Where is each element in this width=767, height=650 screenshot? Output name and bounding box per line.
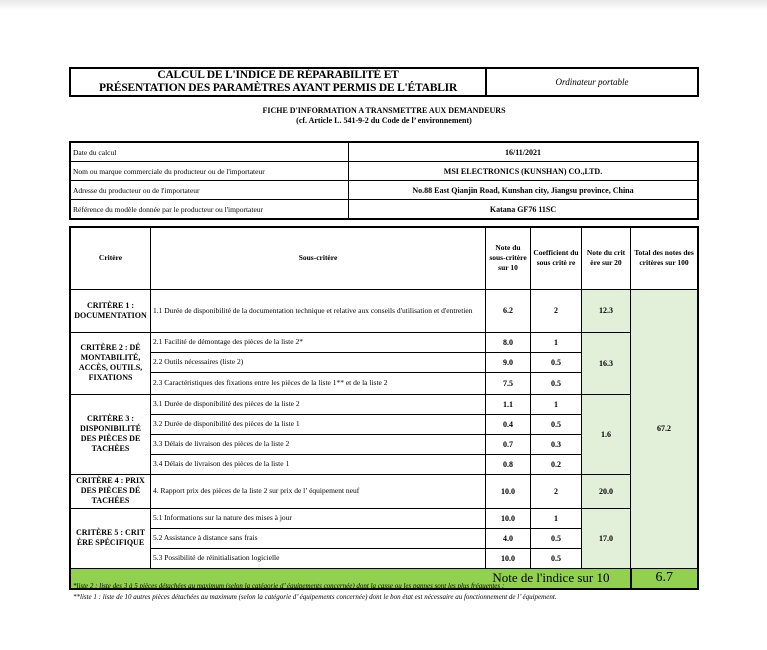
header-box: [69, 67, 699, 97]
info-row: [70, 142, 698, 162]
table-row: [70, 332, 698, 352]
sub-note: 10.0: [486, 548, 531, 568]
sub-note: 4.0: [486, 528, 531, 548]
sub-note: 7.5: [486, 372, 531, 394]
info-value: Katana GF76 11SC: [349, 200, 699, 220]
product-type: Ordinateur portable: [486, 68, 698, 96]
sub-note: 10.0: [486, 508, 531, 528]
sub-note: 8.0: [486, 332, 531, 352]
fiche-line-2: (cf. Article L. 541-9-2 du Code de l’ environnement): [296, 116, 472, 125]
sub-criterion: 3.3 Délais de livraison des pièces de la liste 2: [151, 434, 486, 454]
final-score-label: Note de l'indice sur 10: [70, 568, 631, 589]
info-value: 16/11/2021: [349, 142, 699, 162]
sub-note: 9.0: [486, 352, 531, 372]
info-row: [70, 162, 698, 181]
criterion-name: CRITÈRE 3 : DISPONIBILITÉ DES PIÈCES DE TACHÈES: [70, 394, 151, 474]
info-label: Nom ou marque commerciale du producteur ou de l'importateur: [70, 162, 349, 181]
sub-note: 0.4: [486, 414, 531, 434]
criterion-score: 17.0: [582, 508, 631, 568]
sub-coef: 0.2: [531, 454, 582, 474]
total-score: 67.2: [631, 289, 699, 568]
sub-note: 0.7: [486, 434, 531, 454]
sub-criterion: 4. Rapport prix des pièces de la liste 2 sur prix de l’ équipement neuf: [151, 474, 486, 508]
sub-criterion: 3.4 Délais de livraison des pièces de la liste 1: [151, 454, 486, 474]
score-table: [69, 226, 699, 590]
criterion-name: CRITÈRE 4 : PRIX DES PIÈCES DÉ TACHÉES: [70, 474, 151, 508]
fiche-line-1: FICHE D'INFORMATION A TRANSMETTRE AUX DEMANDEURS: [262, 106, 506, 115]
document-title: [70, 68, 486, 96]
sub-coef: 0.5: [531, 414, 582, 434]
sub-criterion: 5.1 Informations sur la nature des mises à jour: [151, 508, 486, 528]
sub-note: 1.1: [486, 394, 531, 414]
sub-coef: 0.3: [531, 434, 582, 454]
sub-coef: 2: [531, 289, 582, 332]
sub-coef: 2: [531, 474, 582, 508]
info-row: [70, 200, 698, 220]
fiche-heading: [69, 106, 699, 126]
info-label: Référence du modèle donnée par le producteur ou l'importateur: [70, 200, 349, 220]
col-header-total: Total des notes des critères sur 100: [631, 227, 699, 289]
sub-coef: 0.5: [531, 372, 582, 394]
sub-note: 0.8: [486, 454, 531, 474]
sub-coef: 1: [531, 394, 582, 414]
info-value: No.88 East Qianjin Road, Kunshan city, Jiangsu province, China: [349, 181, 699, 200]
sub-coef: 1: [531, 508, 582, 528]
sub-coef: 0.5: [531, 352, 582, 372]
col-header-coef: Coefficient du sous critè re: [531, 227, 582, 289]
info-table: [69, 141, 699, 220]
sub-coef: 0.5: [531, 548, 582, 568]
col-header-sous-critere: Sous-critère: [151, 227, 486, 289]
col-header-critere: Critère: [70, 227, 151, 289]
footnote: **liste 1 : liste de 10 autres pièces détachées au maximum (selon la catégorie d’ équipements concernée) dont le bon état est nécessaire au fonctionnement de l’ équipement.: [73, 593, 557, 601]
criterion-name: CRITÈRE 2 : DÉ MONTABILITÉ, ACCÈS, OUTILS, FIXATIONS: [70, 332, 151, 394]
sub-criterion: 5.3 Possibilité de réinitialisation logicielle: [151, 548, 486, 568]
criterion-score: 20.0: [582, 474, 631, 508]
final-score-value: 6.7: [631, 568, 699, 589]
sub-criterion: 2.1 Facilité de démontage des pièces de la liste 2*: [151, 332, 486, 352]
sub-criterion: 3.2 Durée de disponibilité des pièces de la liste 1: [151, 414, 486, 434]
info-value: MSI ELECTRONICS (KUNSHAN) CO.,LTD.: [349, 162, 699, 181]
title-line-1: CALCUL DE L'INDICE DE RÉPARABILITÉ ET: [157, 69, 399, 81]
footnote: *liste 2 : liste des 3 à 5 pièces détachées au maximum (selon la catégorie d’ équipements concernée) dont la casse ou les pannes sont les plus fréquentes ;: [73, 582, 505, 590]
table-row: [70, 289, 698, 332]
criterion-score: 12.3: [582, 289, 631, 332]
title-line-2: PRÉSENTATION DES PARAMÈTRES AYANT PERMIS DE L'ÉTABLIR: [98, 82, 458, 94]
sub-criterion: 1.1 Durée de disponibilité de la documentation technique et relative aux conseils d'utilisation et d'entretien: [151, 289, 486, 332]
sub-criterion: 2.2 Outils nécessaires (liste 2): [151, 352, 486, 372]
footnotes: [73, 581, 723, 603]
sub-coef: 1: [531, 332, 582, 352]
table-row: [70, 508, 698, 528]
sub-criterion: 5.2 Assistance à distance sans frais: [151, 528, 486, 548]
info-row: [70, 181, 698, 200]
info-label: Date du calcul: [70, 142, 349, 162]
criterion-name: CRITÈRE 5 : CRIT ÈRE SPÉCIFIQUE: [70, 508, 151, 568]
sub-criterion: 3.1 Durée de disponibilité des pièces de la liste 2: [151, 394, 486, 414]
sub-coef: 0.5: [531, 528, 582, 548]
col-header-note10: Note du sous-critère sur 10: [486, 227, 531, 289]
sub-criterion: 2.3 Caractéristiques des fixations entre les pièces de la liste 1** et de la liste 2: [151, 372, 486, 394]
score-table-header: [70, 227, 698, 289]
criterion-score: 1.6: [582, 394, 631, 474]
table-row: [70, 394, 698, 414]
criterion-score: 16.3: [582, 332, 631, 394]
info-label: Adresse du producteur ou de l'importateur: [70, 181, 349, 200]
sub-note: 6.2: [486, 289, 531, 332]
table-row: [70, 474, 698, 508]
criterion-name: CRITÈRE 1 : DOCUMENTATION: [70, 289, 151, 332]
top-shadow: [0, 0, 767, 10]
sub-note: 10.0: [486, 474, 531, 508]
col-header-note20: Note du crit ère sur 20: [582, 227, 631, 289]
